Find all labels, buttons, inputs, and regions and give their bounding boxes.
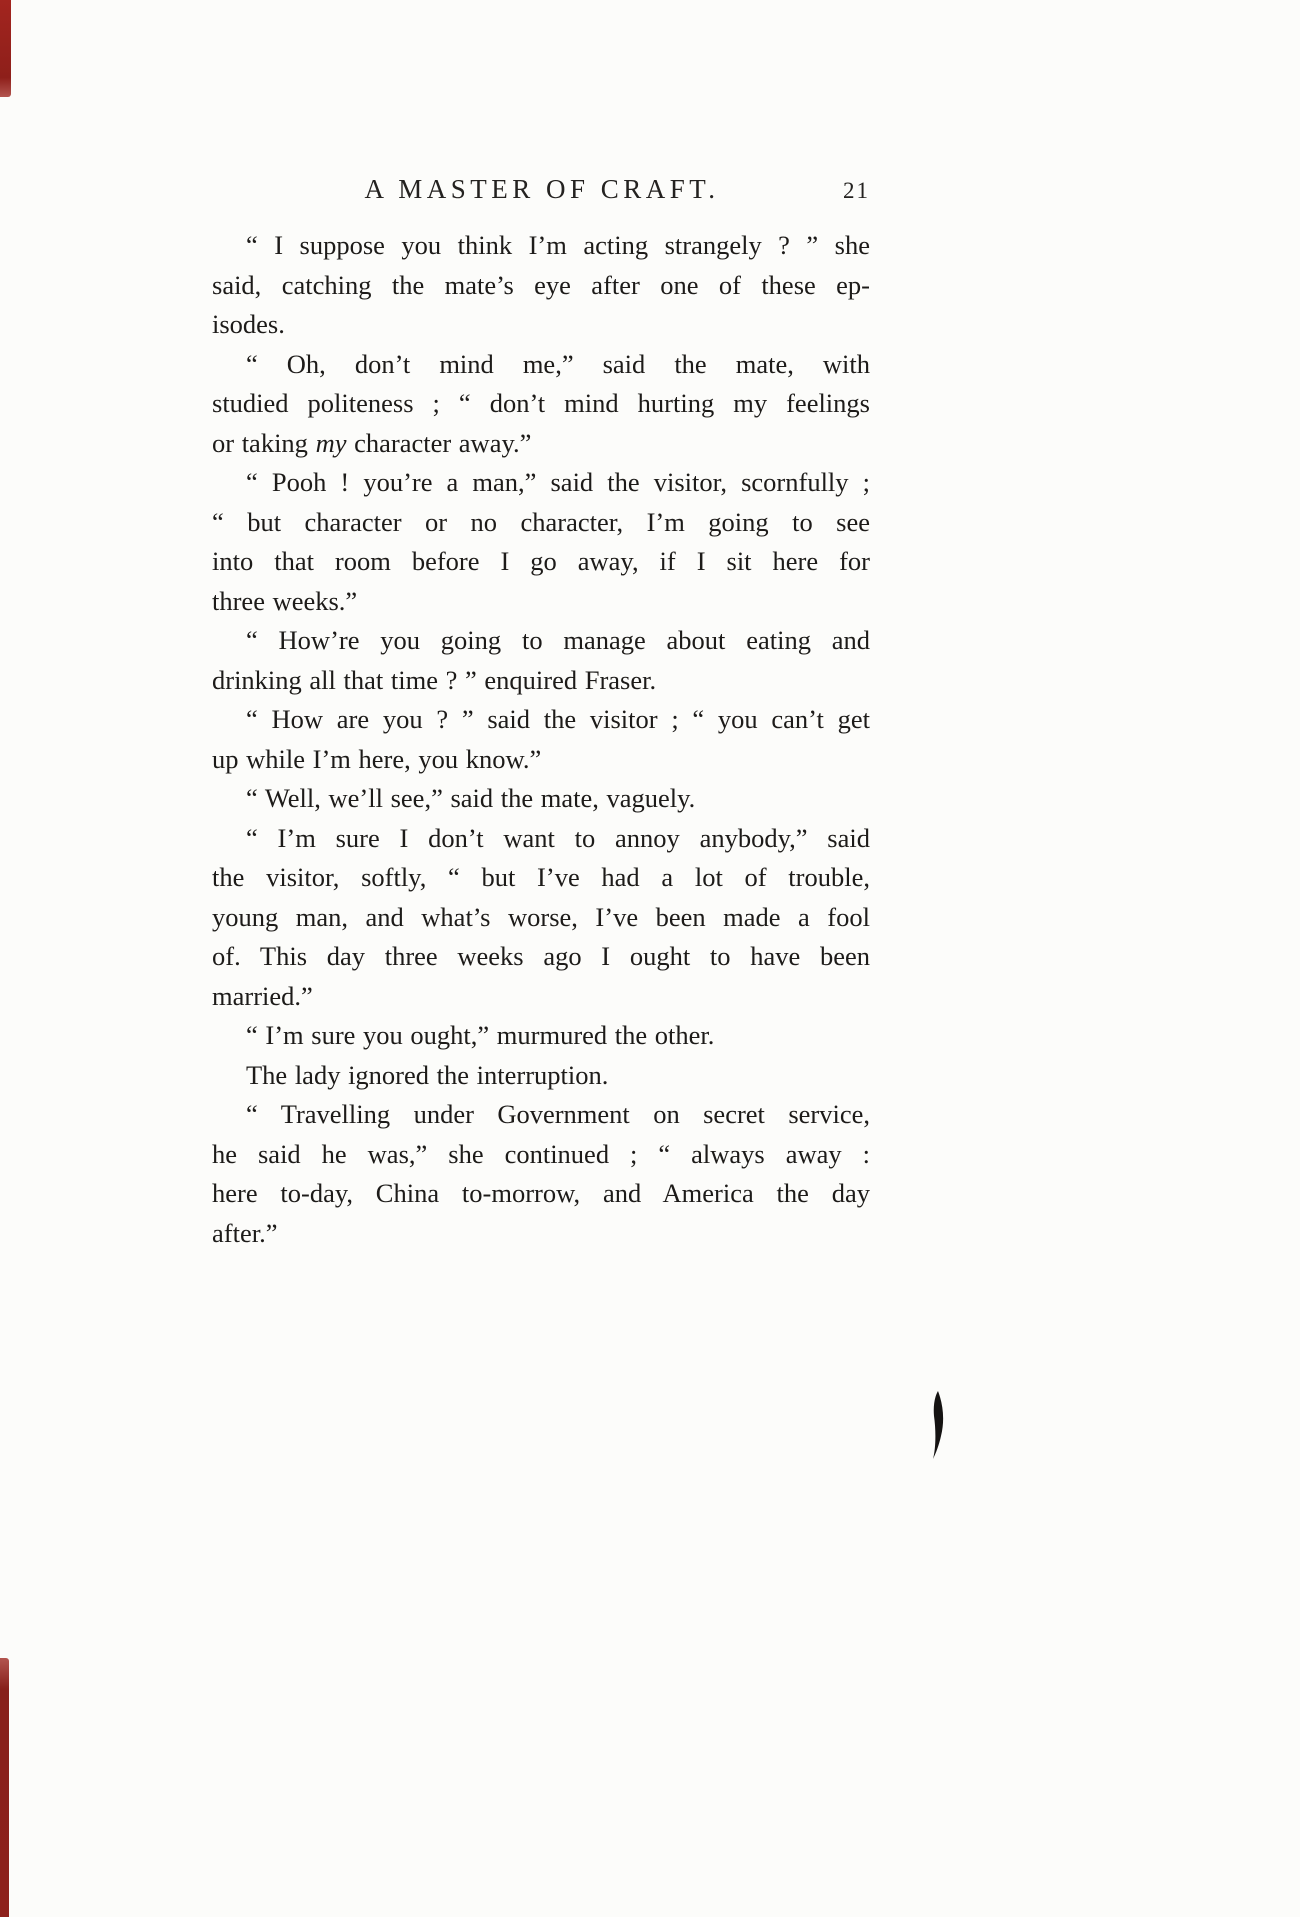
text-line: isodes. xyxy=(212,309,285,339)
scan-edge-bottom xyxy=(0,1658,9,1917)
text-line: the visitor, softly, “ but I’ve had a lot of trouble, xyxy=(212,862,870,892)
text-line: “ I’m sure I don’t want to annoy anybody,” said xyxy=(246,822,870,853)
text-line: married.” xyxy=(212,980,313,1011)
page-header xyxy=(212,174,872,210)
scan-edge-top xyxy=(0,0,11,97)
text-line: “ Well, we’ll see,” said the mate, vaguely. xyxy=(246,783,696,813)
text-line: up while I’m here, you know.” xyxy=(212,743,542,774)
text-line: said, catching the mate’s eye after one of these ep- xyxy=(212,269,870,300)
text-line: “ Oh, don’t mind me,” said the mate, with xyxy=(246,348,870,379)
text-line: drinking all that time ? ” enquired Fraser. xyxy=(212,664,657,695)
text-line: “ How’re you going to manage about eating and xyxy=(246,625,870,655)
text-line: three weeks.” xyxy=(212,585,358,616)
text-line: “ How are you ? ” said the visitor ; “ you can’t get xyxy=(246,704,870,734)
text-line: after.” xyxy=(212,1217,278,1248)
text-line: “ Travelling under Government on secret service, xyxy=(246,1099,870,1129)
text-line: he said he was,” she continued ; “ always away : xyxy=(212,1138,870,1169)
text-line: young man, and what’s worse, I’ve been made a fool xyxy=(212,901,870,932)
text-line: of. This day three weeks ago I ought to have been xyxy=(212,941,870,971)
text-line: or taking my character away.” xyxy=(212,427,532,458)
text-line: studied politeness ; “ don’t mind hurting my feelings xyxy=(212,388,870,418)
text-block xyxy=(212,226,870,1253)
text-line: “ I’m sure you ought,” murmured the other. xyxy=(246,1020,715,1050)
text-line: here to-day, China to-morrow, and America the day xyxy=(212,1178,870,1208)
ink-mark-icon xyxy=(925,1390,951,1460)
text-line: “ but character or no character, I’m going to see xyxy=(212,506,870,537)
text-line: “ I suppose you think I’m acting strangely ? ” she xyxy=(246,230,870,260)
text-line: The lady ignored the interruption. xyxy=(246,1059,609,1090)
running-title: A MASTER OF CRAFT. xyxy=(364,174,720,204)
page-number: 21 xyxy=(843,178,870,203)
text-line: into that room before I go away, if I sit here for xyxy=(212,546,870,576)
text-line: “ Pooh ! you’re a man,” said the visitor, scornfully ; xyxy=(246,467,870,497)
